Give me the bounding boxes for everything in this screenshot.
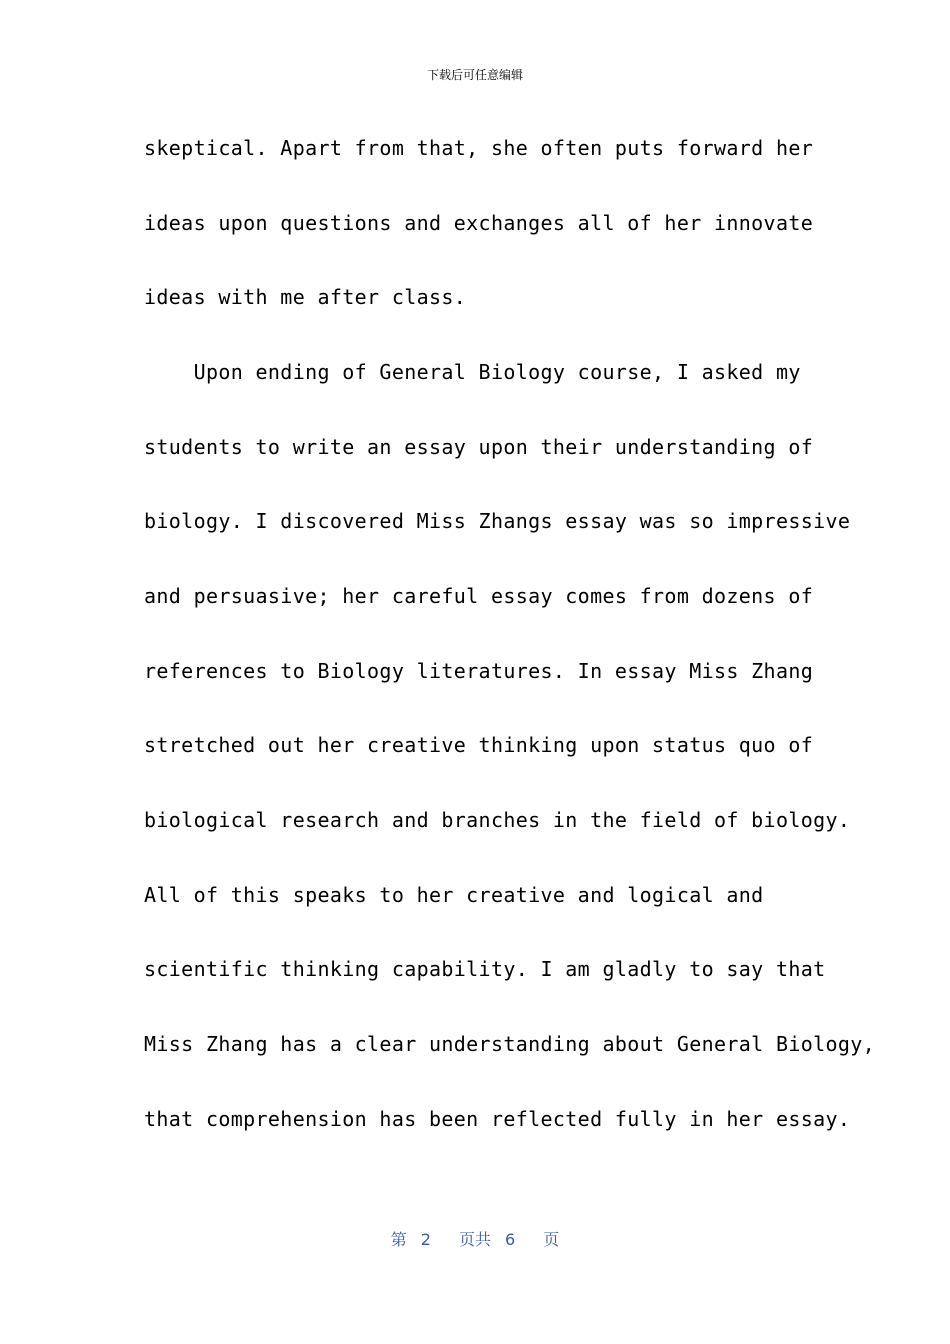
text-line: skeptical. Apart from that, she often puts forward her [144,136,814,160]
text-line: that comprehension has been reflected fully in her essay. [144,1107,851,1131]
current-page-number: 2 [420,1230,431,1249]
total-pages-number: 6 [505,1230,516,1249]
text-line: students to write an essay upon their understanding of [144,435,814,459]
text-line: Upon ending of General Biology course, I asked my [144,360,801,384]
footer-prefix: 第 [390,1230,407,1249]
text-line: stretched out her creative thinking upon status quo of [144,733,814,757]
text-line: scientific thinking capability. I am gladly to say that [144,957,826,981]
page-footer [0,1229,950,1251]
text-line: references to Biology literatures. In essay Miss Zhang [144,659,814,683]
footer-suffix: 页 [543,1230,560,1249]
footer-middle: 页共 [458,1230,491,1249]
text-line: biological research and branches in the field of biology. [144,808,851,832]
text-line: and persuasive; her careful essay comes from dozens of [144,584,814,608]
text-line: biology. I discovered Miss Zhangs essay was so impressive [144,509,851,533]
text-line: Miss Zhang has a clear understanding about General Biology, [144,1032,876,1056]
text-line: All of this speaks to her creative and logical and [144,883,764,907]
page-header: 下载后可任意编辑 [426,68,523,82]
text-line: ideas with me after class. [144,285,467,309]
text-line: ideas upon questions and exchanges all of her innovate [144,211,814,235]
